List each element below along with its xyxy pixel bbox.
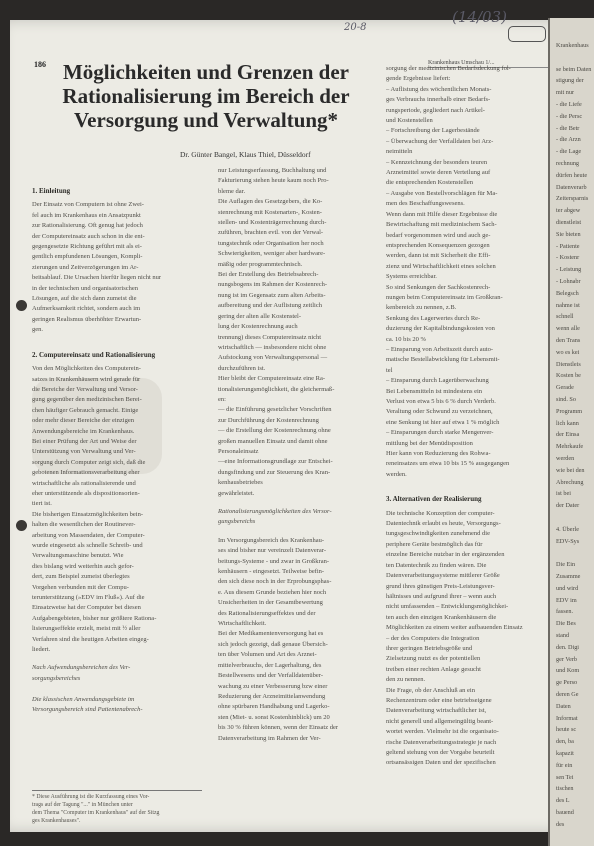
text-line: Veraltung oder Schwund zu verzeichnen,	[386, 408, 493, 416]
text-line: ges Krankenhauses".	[32, 818, 81, 824]
text-line: dies bislang wird weiterhin auch gefor-	[32, 562, 134, 570]
text-line: satzes in Krankenhäusern wird gerade für	[32, 375, 141, 383]
text-line: geringen Realismus überhöhter Erwartun-	[32, 315, 142, 323]
text-line: den sich diese noch in der Erprobungsphas-	[218, 578, 332, 586]
text-line: sich jedoch gezeigt, daß genaue Übersich-	[218, 640, 328, 648]
text-line: Datentechnik erlaubt es heute, Versorgungs-	[386, 520, 501, 528]
facing-page-text: und Kom	[556, 667, 580, 675]
text-line: Die bisherigen Einsatzmöglichkeiten bein-	[32, 510, 144, 518]
page-number: 186	[34, 60, 46, 69]
text-line: trags auf der Tagung "..." in München unter	[32, 802, 133, 808]
text-line: Möglichkeiten zu einem weiter aufbauenden Einsatz	[386, 624, 523, 632]
text-line: aufbereitung und der Auflistung zeitlich	[218, 302, 322, 310]
punch-hole	[16, 300, 27, 311]
text-line: bedarf vorgenommen wird und auch ge-	[386, 231, 491, 239]
facing-page-text: dienstleist	[556, 219, 582, 226]
facing-page-text: Die Ein	[556, 561, 576, 569]
text-line: ca. 10 bis 20 %	[386, 335, 426, 343]
text-line: stellen- und Kostenträgerrechnung durch-	[218, 219, 327, 227]
text-line: – Überwachung der Verfalldaten bei Arz-	[386, 137, 494, 145]
text-line: werden.	[386, 470, 407, 478]
text-line: Hier bleibt der Computereinsatz eine Ra-	[218, 375, 326, 383]
facing-page-text: der Einsa	[556, 431, 580, 439]
facing-page-text: rechnung	[556, 160, 580, 167]
text-line: Wenn dann mit Hilfe dieser Ergebnisse die	[386, 210, 498, 218]
facing-page-text: Die Bes	[556, 620, 576, 628]
text-line: fel auch im Krankenhaus ein Ansatzpunkt	[32, 211, 141, 219]
facing-page-text: Abrechung	[556, 478, 584, 486]
facing-page-text: ist bei	[556, 490, 571, 498]
text-line: Datenverarbeitung im Rahmen der Ver-	[218, 734, 321, 742]
facing-page-text: mit nur	[556, 89, 575, 97]
text-line: ortsansässigen Daten und der spezifischen	[386, 759, 496, 767]
text-line: oder mehr dieser Bereiche der einzigen	[32, 417, 134, 425]
facing-page-text: lich kann	[556, 419, 579, 427]
text-line: kenbereich zu nennen, z.B.	[386, 304, 457, 312]
text-line: treiben einer rechten Anlage gesucht	[386, 665, 481, 673]
facing-page-text: dürfen heute	[556, 171, 588, 179]
facing-page-text: Zusamme	[556, 573, 581, 580]
title-line: Versorgung und Verwaltung*	[73, 108, 339, 132]
text-line: Aufstockung von Verwaltungspersonal —	[218, 354, 328, 362]
text-line: die entsprechenden Kostenstellen	[386, 179, 473, 187]
facing-page-text: den Trans	[556, 337, 581, 344]
facing-page-text: sen Tei	[556, 773, 574, 781]
text-line: Nach Aufwendungsbereichen des Ver-	[32, 664, 131, 672]
text-line: lisierungseffekte erzielt, meist mit ½ aller	[32, 625, 141, 633]
text-line: den zu nennen.	[386, 676, 426, 684]
running-head: Krankenhaus Umschau 1/...	[428, 60, 556, 68]
text-line: in der technischen und organisatorischen	[32, 284, 139, 292]
text-line: rische Datenverarbeitungsstrategie je nach	[386, 738, 497, 746]
punch-hole	[16, 520, 27, 531]
text-line: hältnisses und aufgrund ihrer – wenn auch	[386, 592, 497, 600]
facing-page-text: EDV-Sys	[556, 537, 580, 545]
text-line: mittelverbrauchs, der Lagerhaltung, des	[218, 661, 322, 669]
text-line: gen.	[32, 326, 44, 334]
text-line: wachung zu einer Verbesserung bzw einer	[218, 682, 328, 690]
facing-page-text: ger Verb	[556, 655, 578, 663]
text-line: Zielsetzung nutzt es der potentiellen	[386, 655, 481, 663]
text-line: lung der Kostenrechnung auch	[218, 323, 298, 331]
text-line: nicht generell und allgemeingültig beant-	[386, 717, 494, 725]
facing-page-text: schnell	[556, 313, 574, 321]
text-line: Verwaltungsmaschine benutzt. Wie	[32, 552, 124, 560]
text-line: zierungen und Zeitverzögerungen im Ar-	[32, 263, 139, 271]
facing-page-text: des	[556, 820, 565, 828]
facing-page-text: Gerade	[556, 384, 574, 392]
text-line: Verfahren sind die heutigen Arbeiten eingeg-	[32, 635, 149, 643]
text-line	[32, 684, 207, 694]
text-line: duzierung der Kapitalbindungskosten von	[386, 325, 495, 333]
text-line: nungsbogens im Rahmen der Kostenrech-	[218, 281, 328, 289]
text-line: stenrechnung mit Kostenarten-, Kosten-	[218, 208, 322, 216]
facing-page-text: bauend	[556, 809, 574, 816]
text-line: — die Erstellung der Kostenrechnung ohne	[218, 427, 331, 435]
authors: Dr. Günter Bangel, Klaus Thiel, Düsseldorf	[180, 150, 311, 159]
facing-page-text: - die Lage	[556, 148, 582, 156]
text-line: Fakturierung stehen heute kaum noch Pro-	[218, 177, 329, 185]
text-line: Aufmerksamkeit richtet, sondern auch im	[32, 305, 141, 313]
text-line: Hier kann von Reduzierung des Rohwa-	[386, 450, 491, 458]
text-line: mäßig oder programmtechnisch.	[218, 260, 303, 268]
facing-page-text: wie bei den	[556, 466, 585, 474]
article-title	[30, 60, 382, 132]
text-line: matische Bestellabwicklung für Lebensmit-	[386, 356, 500, 364]
text-line: trennung) dieses Computereinsatz nicht	[218, 333, 322, 341]
text-line: Anwendungsbereiche im Krankenhaus.	[32, 427, 135, 435]
text-line: tel	[386, 366, 393, 374]
text-line: Wirtschaftlichkeit.	[218, 620, 267, 628]
paragraph	[32, 364, 207, 655]
facing-page-text: den, ba	[556, 738, 574, 746]
facing-page-text: und wird	[556, 584, 579, 592]
facing-page-text: Daten	[556, 702, 571, 710]
paragraph	[218, 166, 382, 499]
text-line: einzelne Bereiche nutzbar in der ergänzenden	[386, 551, 505, 559]
text-line: liedert.	[32, 646, 51, 654]
text-line: kenhäusern - eingesetzt. Teilweise befin-	[218, 568, 325, 576]
title-line: Rationalisierung im Bereich der	[62, 84, 350, 108]
text-line: dem Thema "Computer im Krankenhaus" auf der Sitzg	[32, 810, 160, 816]
text-line: – Einsparung von Arbeitszeit durch auto-	[386, 345, 494, 353]
text-line: gungsbereichs	[218, 518, 256, 526]
text-line: rungsperiode, gegliedert nach Artikel-	[386, 106, 485, 114]
text-line: * Diese Ausführung ist die Kurzfassung eines Vor-	[32, 794, 150, 800]
facing-page-text: Informat	[556, 714, 578, 722]
text-line: nung ist im Gegensatz zum alten Arbeits-	[218, 291, 326, 299]
text-line: Bestellwesens und der Verfalldatenüber-	[218, 672, 323, 680]
text-line: des Rationalisierungseffektes und der	[218, 609, 316, 617]
text-line: Schwierigkeiten, weniger aber hardware-	[218, 250, 326, 258]
facing-page-text: wenn alle	[556, 325, 580, 333]
section-heading: 3. Alternativen der Realisierung	[386, 495, 482, 504]
section-heading: 1. Einleitung	[32, 187, 71, 195]
facing-page-text: - die Liefe	[556, 101, 582, 108]
text-line: Die Auflagen des Gesetzgebers, die Ko-	[218, 198, 323, 206]
handwritten-stamp: (14/03)	[452, 8, 507, 26]
facing-page-text: wo es kei	[556, 348, 580, 356]
text-line: So sind Senkungen der Sachkostenrech-	[386, 283, 491, 291]
facing-page-text: werden	[556, 455, 575, 462]
text-line: gering der alten alle Kostenstel-	[218, 312, 302, 320]
text-line: Rechenzentrum oder eine betriebseigene	[386, 696, 492, 704]
facing-page-text: Belegsch	[556, 289, 579, 297]
text-line: gebotenen Informationsverarbeitung eher	[32, 469, 140, 477]
text-line: —eine Informationsgrundlage zur Entschei-	[218, 458, 333, 466]
text-line: Einsatzweise hat der Computer bei diesen	[32, 604, 141, 612]
text-line: Die technische Konzeption der computer-	[386, 509, 495, 517]
section-heading: 2. Computereinsatz und Rationalisierung	[32, 350, 156, 359]
text-line: bis 30 % führen können, wenn der Einsatz der	[218, 724, 339, 732]
text-line: ten über Volumen und Art des Arznei-	[218, 651, 317, 659]
text-line: Personaleinsatz	[218, 447, 259, 455]
text-line: Systems erreichbar.	[386, 273, 437, 281]
column-left	[32, 180, 207, 716]
facing-page-text: Datenverarb	[556, 183, 587, 191]
facing-page-text: tischen	[556, 785, 574, 793]
text-line: Arzneimittel sowie deren Verteilung auf	[386, 169, 491, 177]
text-line: Reduzierung der Arzneimittelanwendung	[218, 692, 326, 700]
text-line: Der Einsatz von Computern ist ohne Zwei-	[32, 201, 144, 209]
facing-page-text: der Dater	[556, 502, 580, 510]
text-line: beitsablauf. Die Ursachen hierfür liegen nicht nur	[32, 274, 162, 282]
facing-page-text: kapazit	[556, 750, 574, 757]
text-line: beitungs-Systeme - und zwar in Großkran-	[218, 557, 330, 565]
column-middle	[218, 166, 382, 744]
text-line: tionalisierungsmöglichkeit, die gleichermaß-	[218, 385, 335, 393]
text-line: reneinsatzes um etwa 10 bis 15 % ausgegangen	[386, 460, 510, 468]
text-line: Vorgehen verbunden mit der Compu-	[32, 583, 129, 591]
text-line: dert, zum Beispiel zumeist überlegtes	[32, 573, 130, 581]
facing-page-text: sind. So	[556, 396, 576, 403]
text-line: bleme dar.	[218, 187, 246, 195]
text-line: entsprechenden Konsequenzen gezogen	[386, 241, 490, 249]
text-line: Die Frage, ob der Anschluß an ein	[386, 686, 475, 694]
text-line: wirtschaftliche als rationalisierende und	[32, 479, 136, 487]
facing-page-text: - Patiente	[556, 242, 580, 250]
facing-page-text: - Leistung	[556, 266, 582, 274]
text-line: ohne spürbaren Handhabung und Lagerko-	[218, 703, 330, 711]
text-line: halten die wesentlichen der Routinever-	[32, 521, 136, 529]
text-line: Rationalisierungsmöglichkeiten des Versor-	[218, 508, 332, 515]
text-line: periphere Geräte bestmöglich das für	[386, 540, 483, 548]
text-line: der Computereinsatz auch schon in die ent-	[32, 232, 145, 240]
text-line: zur Durchführung der Kostenrechnung	[218, 416, 319, 424]
facing-page-edge	[548, 18, 594, 846]
text-line: ihrer geringen Betriebsgröße und	[386, 644, 473, 652]
text-line: wirtschaftlich — insbesondere nicht ohne	[218, 343, 327, 351]
text-line: Bei der Erstellung des Betriebsabrech-	[218, 271, 319, 279]
text-line: kenhausbetriebes	[218, 479, 263, 487]
text-line: Verlust von etwa 5 bis 6 % durch Verderb.	[386, 398, 496, 405]
text-line: Bei einer Prüfung der Art und Weise der	[32, 437, 137, 445]
text-line: zur Rationalisierung. Oft genug hat jedoch	[32, 222, 143, 230]
title-line: Möglichkeiten und Grenzen der	[62, 60, 350, 84]
text-line: eher unterstützende als dispositionsorien-	[32, 489, 140, 497]
text-line: – Fortschreibung der Lagerbestände	[386, 127, 480, 135]
facing-page-text: - die Arzn	[556, 136, 581, 144]
text-line: sorgung der medizinischen Bedarfsdeckung fol-	[386, 65, 511, 72]
text-line: sorgungsbereiches	[32, 674, 81, 682]
text-line: – Auflistung des wöchentlichen Monats-	[386, 85, 492, 93]
text-line: dungsfindung und zur Steuerung des Kran-	[218, 468, 331, 476]
text-line: Bewirtschaftung mit medizinischem Sach-	[386, 221, 497, 229]
facing-page-text: Dienstleis	[556, 360, 581, 368]
text-line: tungsgeschwindigkeiten zunehmend die	[386, 530, 490, 538]
text-line: – Einsparungen durch starke Mengenver-	[386, 429, 494, 437]
facing-page-text: se beim Daten	[556, 65, 592, 73]
column-right	[386, 64, 548, 769]
text-line: gegengesetzte Richtung geführt mit als ei-	[32, 243, 142, 251]
text-line: sten (Miet- u. sonst Kostenhinblick) um 20	[218, 713, 330, 721]
text-line: arbeitung von Massendaten, der Computer-	[32, 531, 145, 539]
text-line: tungstechnik oder Organisation her noch	[218, 239, 324, 247]
text-line: Senkung des Lagerwertes durch Re-	[386, 314, 481, 322]
text-line: Datenverarbeitungssysteme mittlerer Größe	[386, 572, 500, 580]
text-line: nur Leistungserfassung, Buchhaltung und	[218, 167, 327, 174]
text-line: en:	[218, 395, 226, 403]
facing-page-text: EDV im	[556, 596, 577, 604]
facing-page-text: ter abgew	[556, 207, 581, 215]
text-line: zuführen, brachten evtl. von der Verwal-	[218, 229, 324, 237]
paragraph	[386, 509, 548, 769]
facing-page-text: 4. Überle	[556, 525, 580, 533]
paragraph	[32, 200, 207, 335]
text-line: – der des Computers die Integration	[386, 634, 480, 642]
facing-page-text: nahme ist	[556, 301, 580, 309]
facing-page-text: heute sc	[556, 726, 577, 734]
paragraph	[386, 64, 548, 480]
text-line: Die klassischen Anwendungsgebiete im	[32, 695, 135, 703]
text-line: – Ausgabe von Bestellvorschlägen für Ma-	[386, 189, 498, 197]
facing-page-text: des L	[556, 797, 570, 805]
handwritten-note: 20-8	[344, 22, 367, 33]
text-line: chen häufiger Gebrauch gemacht. Einige	[32, 406, 139, 414]
text-line: Datenverarbeitung wirtschaftlicher ist,	[386, 707, 487, 715]
text-line: Lösungen, auf die sich dann zumeist die	[32, 295, 137, 303]
text-line: ten auch den einzigen Krankenhäusern die	[386, 613, 497, 621]
facing-page-text: Mehrkaufe	[556, 443, 584, 451]
text-line: terunterstützung (»EDV im Fluß«). Auf die	[32, 594, 145, 602]
text-line: sorgung durch Computer zeigt sich, daß die	[32, 458, 146, 466]
text-line: großen manuellen Einsatz und damit ohne	[218, 437, 328, 445]
text-line: geltend stehung von der Vorgabe beurteilt	[386, 749, 495, 756]
facing-page-text: den. Digi	[556, 643, 580, 651]
text-line: Bei Lebensmitteln ist mindestens ein	[386, 387, 483, 395]
text-line: gende Ergebnisse liefert:	[386, 75, 451, 83]
text-line: wurde eingesetzt als schnelle Schreib- und	[32, 542, 143, 549]
text-line: – Einsparung durch Lagerüberwachung	[386, 377, 489, 385]
text-line: – Kennzeichnung der besonders teuren	[386, 158, 488, 166]
text-line: die Bereiche der Verwaltung und Versor-	[32, 385, 138, 393]
text-line: ges Verbrauchs innerhalb einer Bedarfs-	[386, 96, 491, 104]
facing-page-text: Kosten be	[556, 372, 581, 380]
facing-page-text: - die Betr	[556, 124, 580, 132]
footnote	[32, 790, 202, 825]
text-line: men des Beschaffungswesens.	[386, 200, 465, 208]
paper-clip	[508, 26, 546, 42]
facing-page-text: Programm	[556, 407, 583, 415]
text-line: Im Versorgungsbereich des Krankenhau-	[218, 536, 325, 544]
text-line: Versorgungsbereich sind Patientenabrech-	[32, 706, 143, 714]
paragraph	[32, 663, 207, 715]
text-line: tiert ist.	[32, 500, 52, 508]
facing-page-text: für ein	[556, 761, 573, 769]
facing-page-text: deren Ge	[556, 691, 579, 698]
facing-page-text: Zeitersparnis	[556, 195, 589, 203]
text-line: gung gegenüber den medizinischen Berei-	[32, 396, 142, 404]
facing-page-text: stigung der	[556, 77, 584, 85]
facing-page-text: - Kostenr	[556, 254, 580, 262]
facing-page-text: Krankenhaus	[556, 42, 589, 49]
text-line: grund ihres günstigen Preis-Leistungsver-	[386, 582, 495, 590]
text-line: durchzuführen ist.	[218, 364, 266, 372]
text-line: Unterstützung von Verwaltung und Ver-	[32, 448, 136, 456]
text-line: e. Aus diesem Grunde beziehen hier noch	[218, 588, 327, 596]
text-line: ses sind bisher nur vereinzelt Datenverar-	[218, 547, 326, 555]
text-line: gewährleistet.	[218, 489, 255, 497]
subheading	[218, 507, 382, 528]
text-line: eine Senkung ist hier auf etwa 1 % möglich	[386, 418, 500, 426]
text-line: mittlung bei der Menüdisposition	[386, 439, 473, 447]
text-line: ten Datentechnik zu finden wären. Die	[386, 561, 487, 569]
facing-page-text: ge Perso	[556, 679, 578, 687]
facing-page-text: fassen.	[556, 608, 574, 616]
facing-page-text: - Lohnabr	[556, 278, 581, 285]
facing-page-text: stand	[556, 632, 570, 639]
text-line: werden, dann ist mit Sicherheit die Effi-	[386, 252, 491, 260]
text-line: Unsicherheiten in der Gesamtbewertung	[218, 599, 323, 607]
text-line: zienz und Wirtschaftlichkeit eines solchen	[386, 262, 496, 270]
text-line: Aufgabengebieten, bisher nur größtere Rationa-	[32, 614, 157, 622]
text-line: nungen beim Computereinsatz im Großkran-	[386, 293, 503, 301]
text-line: Bei der Medikamentenversorgung hat es	[218, 630, 324, 638]
text-line: — die Einführung gesetzlicher Vorschriften	[218, 406, 332, 414]
text-line: Von den Möglichkeiten des Computerein-	[32, 365, 141, 373]
facing-page-text: Sie bieten	[556, 230, 581, 238]
text-line: gentlich empfundenen Lösungen, Kompli-	[32, 253, 143, 261]
text-line: wortet werden. Vielmehr ist die organisato-	[386, 728, 499, 736]
facing-page-text: - die Persc	[556, 112, 583, 120]
text-line: und Kostenstellen	[386, 117, 433, 125]
paragraph	[218, 536, 382, 744]
text-line: nicht umfassenden – Entwicklungsmöglichkei-	[386, 603, 509, 611]
text-line: neimitteln	[386, 148, 413, 156]
